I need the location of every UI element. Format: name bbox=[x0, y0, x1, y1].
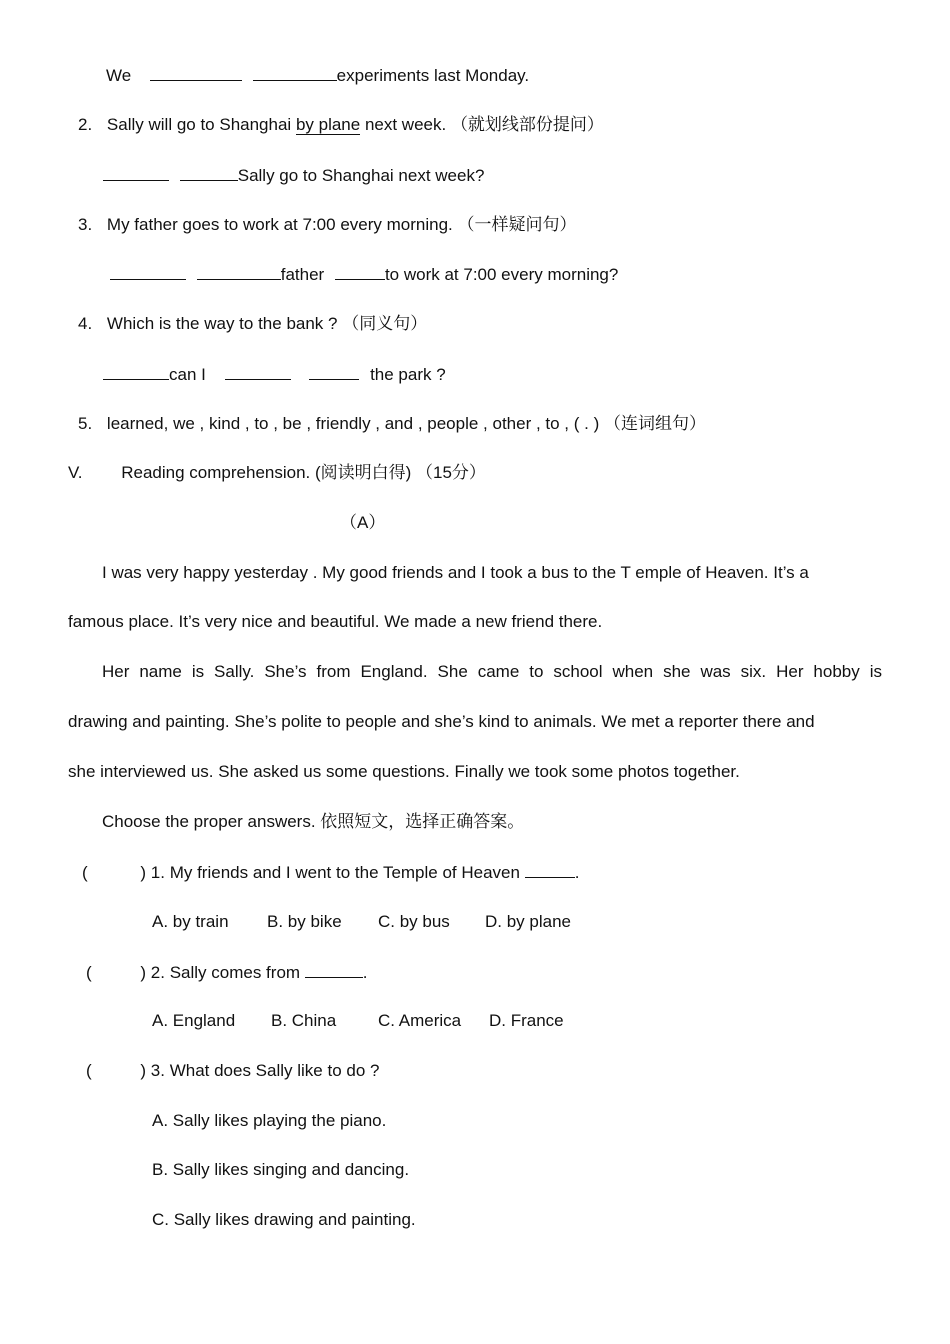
q3-option-c[interactable]: C. Sally likes drawing and painting. bbox=[152, 1210, 416, 1229]
answer-blank[interactable] bbox=[197, 262, 281, 280]
q3-option-b[interactable]: B. Sally likes singing and dancing. bbox=[152, 1160, 410, 1179]
q4-note: （同义句） bbox=[342, 314, 428, 333]
q2-option-d[interactable]: D. France bbox=[489, 1011, 564, 1030]
question-stem: ) 1. My friends and I went to the Temple of Heaven bbox=[140, 863, 525, 882]
q5-number: 5. bbox=[78, 414, 93, 433]
section-title: Reading comprehension. (阅读明白得) （15分） bbox=[121, 463, 486, 482]
q3-answer-tail: to work at 7:00 every morning? bbox=[384, 265, 619, 284]
answer-paren-open: ( bbox=[86, 1061, 92, 1080]
q1-option-a[interactable]: A. by train bbox=[152, 912, 229, 931]
q1-option-d[interactable]: D. by plane bbox=[485, 912, 571, 931]
instruction: Choose the proper answers. 依照短文，选择正确答案。 bbox=[102, 812, 525, 831]
q4-line bbox=[78, 312, 427, 336]
q4-text: Which is the way to the bank ? bbox=[106, 314, 343, 333]
q2-underlined: by plane bbox=[295, 115, 361, 134]
question-period: . bbox=[362, 963, 368, 982]
q4-answer-line bbox=[103, 362, 446, 387]
answer-blank[interactable] bbox=[150, 63, 242, 81]
q2-option-a[interactable]: A. England bbox=[152, 1011, 236, 1030]
q4-number: 4. bbox=[78, 314, 93, 333]
q3-number: 3. bbox=[78, 215, 93, 234]
answer-blank[interactable] bbox=[180, 163, 238, 181]
q1-answer-line bbox=[106, 63, 529, 88]
q5-text: learned, we , kind , to , be , friendly , and , people , other , to , ( . ) bbox=[106, 414, 604, 433]
q1-tail: experiments last Monday. bbox=[336, 66, 530, 85]
passage-label: （A） bbox=[340, 513, 386, 532]
q1-option-b[interactable]: B. by bike bbox=[267, 912, 342, 931]
q3-option-a[interactable]: A. Sally likes playing the piano. bbox=[152, 1111, 387, 1130]
q2-number: 2. bbox=[78, 115, 93, 134]
passage-line: she interviewed us. She asked us some questions. Finally we took some photos together. bbox=[68, 762, 740, 781]
section-v-heading bbox=[68, 461, 486, 485]
answer-blank[interactable] bbox=[103, 163, 169, 181]
answer-paren-open: ( bbox=[82, 863, 88, 882]
q2-answer-line bbox=[103, 163, 484, 188]
answer-paren-open: ( bbox=[86, 963, 92, 982]
answer-blank[interactable] bbox=[305, 960, 363, 978]
passage-line: drawing and painting. She’s polite to people and she’s kind to animals. We met a reporter there and bbox=[68, 712, 815, 731]
question-stem: ) 3. What does Sally like to do ? bbox=[140, 1061, 380, 1080]
q3-answer-father: father bbox=[280, 265, 325, 284]
q3-line bbox=[78, 213, 576, 237]
question-period: . bbox=[574, 863, 580, 882]
answer-blank[interactable] bbox=[103, 362, 169, 380]
mc-question-3 bbox=[86, 1059, 379, 1083]
q2-note: （就划线部份提问） bbox=[450, 115, 604, 134]
answer-blank[interactable] bbox=[335, 262, 385, 280]
passage-line: Her name is Sally. She’s from England. She came to school when she was six. Her hobby is bbox=[102, 662, 882, 681]
answer-blank[interactable] bbox=[309, 362, 359, 380]
q3-answer-line bbox=[110, 262, 618, 287]
answer-blank[interactable] bbox=[225, 362, 291, 380]
q3-text: My father goes to work at 7:00 every morning. bbox=[106, 215, 458, 234]
mc-question-2 bbox=[86, 960, 368, 985]
q4-answer-tail: the park ? bbox=[370, 365, 446, 384]
q1-we: We bbox=[106, 66, 132, 85]
q2-answer-tail: Sally go to Shanghai next week? bbox=[237, 166, 485, 185]
q5-line bbox=[78, 412, 706, 436]
q2-option-b[interactable]: B. China bbox=[271, 1011, 337, 1030]
q2-line bbox=[78, 113, 604, 137]
passage-line: I was very happy yesterday . My good friends and I took a bus to the T emple of Heaven. It’s a bbox=[102, 563, 809, 582]
question-stem: ) 2. Sally comes from bbox=[140, 963, 305, 982]
q4-answer-can: can I bbox=[169, 365, 206, 384]
answer-blank[interactable] bbox=[110, 262, 186, 280]
q2-text-pre: Sally will go to Shanghai bbox=[106, 115, 296, 134]
mc-question-1 bbox=[82, 860, 579, 885]
answer-blank[interactable] bbox=[525, 860, 575, 878]
q3-note: （一样疑问句） bbox=[457, 215, 577, 234]
passage-line: famous place. It’s very nice and beautiful. We made a new friend there. bbox=[68, 612, 603, 631]
answer-blank[interactable] bbox=[253, 63, 337, 81]
section-number: V. bbox=[68, 463, 83, 482]
q2-text-post: next week. bbox=[360, 115, 451, 134]
q1-option-c[interactable]: C. by bus bbox=[378, 912, 450, 931]
q5-note: （连词组句） bbox=[603, 414, 706, 433]
q2-option-c[interactable]: C. America bbox=[378, 1011, 462, 1030]
